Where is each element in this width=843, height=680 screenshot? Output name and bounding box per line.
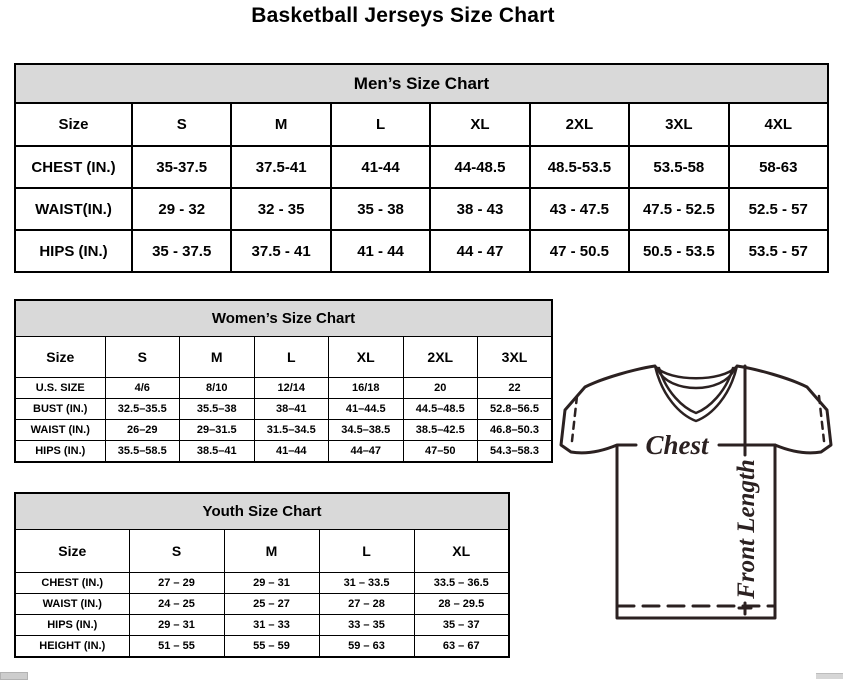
size-cell: 29 – 31 xyxy=(129,615,224,636)
size-cell: 41–44 xyxy=(254,441,329,463)
column-header: L xyxy=(319,530,414,573)
size-cell: 38.5–42.5 xyxy=(403,420,478,441)
size-cell: 38 - 43 xyxy=(430,188,529,230)
size-cell: 46.8–50.3 xyxy=(478,420,553,441)
size-cell: 59 – 63 xyxy=(319,636,414,658)
size-cell: 4/6 xyxy=(105,378,180,399)
size-cell: 41-44 xyxy=(331,146,430,188)
size-cell: 35.5–58.5 xyxy=(105,441,180,463)
size-column-label: Size xyxy=(15,337,105,378)
jersey-collar xyxy=(655,366,737,421)
size-cell: 54.3–58.3 xyxy=(478,441,553,463)
table-row xyxy=(15,146,828,188)
size-cell: 24 – 25 xyxy=(129,594,224,615)
size-cell: 12/14 xyxy=(254,378,329,399)
column-header: M xyxy=(231,103,330,146)
size-cell: 35-37.5 xyxy=(132,146,231,188)
size-cell: 26–29 xyxy=(105,420,180,441)
size-cell: 34.5–38.5 xyxy=(329,420,404,441)
size-cell: 28 – 29.5 xyxy=(414,594,509,615)
table-title: Youth Size Chart xyxy=(15,493,509,530)
womens-size-chart-table xyxy=(14,299,553,463)
size-cell: 53.5-58 xyxy=(629,146,728,188)
size-cell: 32.5–35.5 xyxy=(105,399,180,420)
size-cell: 44-48.5 xyxy=(430,146,529,188)
size-cell: 16/18 xyxy=(329,378,404,399)
size-cell: 27 – 29 xyxy=(129,573,224,594)
row-label: HIPS (IN.) xyxy=(15,441,105,463)
table-row xyxy=(15,615,509,636)
column-header: S xyxy=(132,103,231,146)
table-row xyxy=(15,378,552,399)
column-header: L xyxy=(331,103,430,146)
youth-size-chart-table xyxy=(14,492,510,658)
column-header: S xyxy=(105,337,180,378)
column-header: S xyxy=(129,530,224,573)
column-header: XL xyxy=(414,530,509,573)
table-row xyxy=(15,636,509,658)
column-header: 2XL xyxy=(403,337,478,378)
size-column-label: Size xyxy=(15,103,132,146)
size-cell: 55 – 59 xyxy=(224,636,319,658)
page-title: Basketball Jerseys Size Chart xyxy=(251,4,555,27)
front-length-label: Front Length xyxy=(733,459,760,599)
size-cell: 58-63 xyxy=(729,146,828,188)
chest-label: Chest xyxy=(645,430,709,460)
size-cell: 37.5 - 41 xyxy=(231,230,330,272)
size-cell: 25 – 27 xyxy=(224,594,319,615)
column-header: 4XL xyxy=(729,103,828,146)
size-cell: 38.5–41 xyxy=(180,441,255,463)
size-cell: 20 xyxy=(403,378,478,399)
table-row xyxy=(15,230,828,272)
size-cell: 52.5 - 57 xyxy=(729,188,828,230)
row-label: CHEST (IN.) xyxy=(15,146,132,188)
size-cell: 29 – 31 xyxy=(224,573,319,594)
size-cell: 44–47 xyxy=(329,441,404,463)
size-cell: 47.5 - 52.5 xyxy=(629,188,728,230)
size-cell: 48.5-53.5 xyxy=(530,146,629,188)
size-table xyxy=(14,63,829,273)
jersey-measurement-diagram xyxy=(558,356,838,628)
jersey-outline xyxy=(561,366,831,618)
table-row xyxy=(15,573,509,594)
size-cell: 31 – 33 xyxy=(224,615,319,636)
size-cell: 52.8–56.5 xyxy=(478,399,553,420)
column-header: 3XL xyxy=(478,337,553,378)
size-cell: 33.5 – 36.5 xyxy=(414,573,509,594)
table-row xyxy=(15,594,509,615)
size-cell: 35 - 37.5 xyxy=(132,230,231,272)
size-cell: 47–50 xyxy=(403,441,478,463)
column-header: L xyxy=(254,337,329,378)
size-cell: 31.5–34.5 xyxy=(254,420,329,441)
column-header: M xyxy=(180,337,255,378)
row-label: HEIGHT (IN.) xyxy=(15,636,129,658)
size-cell: 33 – 35 xyxy=(319,615,414,636)
size-cell: 47 - 50.5 xyxy=(530,230,629,272)
size-cell: 41 - 44 xyxy=(331,230,430,272)
table-title: Women’s Size Chart xyxy=(15,300,552,337)
size-cell: 35 - 38 xyxy=(331,188,430,230)
row-label: WAIST (IN.) xyxy=(15,420,105,441)
table-title: Men’s Size Chart xyxy=(15,64,828,103)
column-header: 3XL xyxy=(629,103,728,146)
column-header: XL xyxy=(329,337,404,378)
row-label: BUST (IN.) xyxy=(15,399,105,420)
size-cell: 44.5–48.5 xyxy=(403,399,478,420)
size-column-label: Size xyxy=(15,530,129,573)
horizontal-scrollbar-fragment-right[interactable] xyxy=(816,673,843,679)
size-cell: 41–44.5 xyxy=(329,399,404,420)
row-label: HIPS (IN.) xyxy=(15,230,132,272)
size-cell: 50.5 - 53.5 xyxy=(629,230,728,272)
row-label: U.S. SIZE xyxy=(15,378,105,399)
size-cell: 38–41 xyxy=(254,399,329,420)
size-cell: 44 - 47 xyxy=(430,230,529,272)
column-header: XL xyxy=(430,103,529,146)
column-header: M xyxy=(224,530,319,573)
row-label: WAIST (IN.) xyxy=(15,594,129,615)
size-cell: 37.5-41 xyxy=(231,146,330,188)
table-row xyxy=(15,420,552,441)
size-cell: 29–31.5 xyxy=(180,420,255,441)
size-cell: 35 – 37 xyxy=(414,615,509,636)
size-cell: 29 - 32 xyxy=(132,188,231,230)
row-label: HIPS (IN.) xyxy=(15,615,129,636)
row-label: WAIST(IN.) xyxy=(15,188,132,230)
mens-size-chart-table xyxy=(14,63,829,273)
size-cell: 43 - 47.5 xyxy=(530,188,629,230)
table-row xyxy=(15,188,828,230)
size-table xyxy=(14,299,553,463)
column-header: 2XL xyxy=(530,103,629,146)
size-cell: 32 - 35 xyxy=(231,188,330,230)
size-cell: 35.5–38 xyxy=(180,399,255,420)
size-cell: 31 – 33.5 xyxy=(319,573,414,594)
size-cell: 51 – 55 xyxy=(129,636,224,658)
size-cell: 8/10 xyxy=(180,378,255,399)
size-cell: 22 xyxy=(478,378,553,399)
size-table xyxy=(14,492,510,658)
table-row xyxy=(15,441,552,463)
size-cell: 63 – 67 xyxy=(414,636,509,658)
size-cell: 27 – 28 xyxy=(319,594,414,615)
size-cell: 53.5 - 57 xyxy=(729,230,828,272)
row-label: CHEST (IN.) xyxy=(15,573,129,594)
table-row xyxy=(15,399,552,420)
